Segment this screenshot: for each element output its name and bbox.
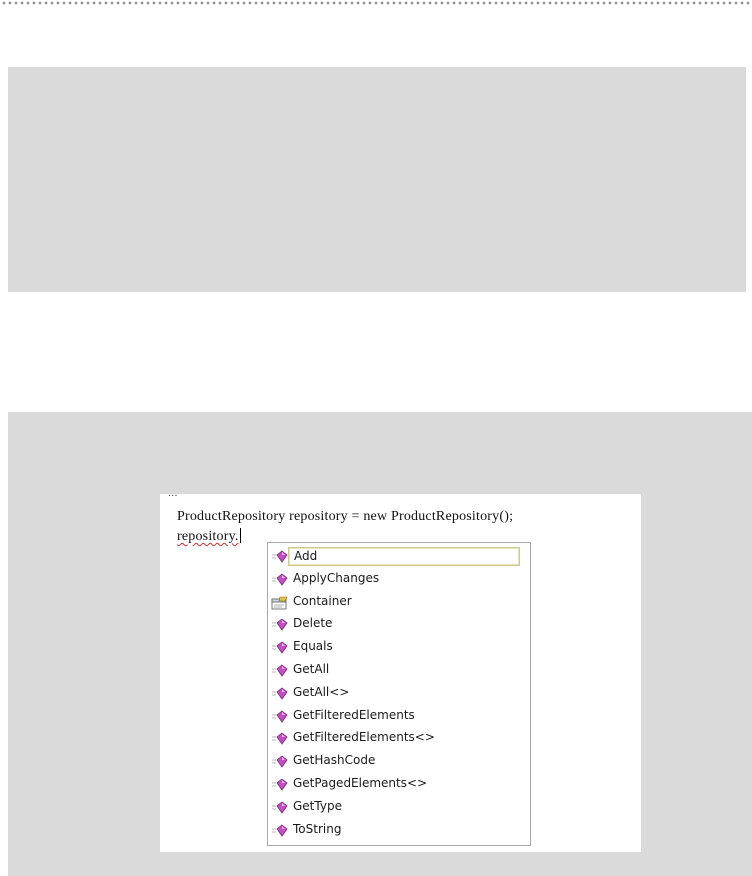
intellisense-item-label: ToString bbox=[293, 821, 342, 836]
intellisense-list[interactable] bbox=[267, 542, 531, 846]
code-line-text: repository. bbox=[177, 529, 239, 544]
intellisense-item-label: GetFilteredElements bbox=[293, 707, 415, 722]
method-icon bbox=[271, 640, 289, 654]
method-icon bbox=[271, 663, 289, 677]
intellisense-item-label: Equals bbox=[293, 639, 333, 654]
intellisense-item-label: Add bbox=[288, 547, 520, 566]
intellisense-item[interactable] bbox=[268, 773, 530, 796]
method-icon bbox=[271, 686, 289, 700]
dotted-divider bbox=[0, 0, 752, 6]
method-icon bbox=[271, 549, 289, 563]
text-caret bbox=[240, 528, 241, 543]
property-icon bbox=[271, 595, 289, 609]
method-icon bbox=[271, 617, 289, 631]
panel-edge bbox=[746, 67, 752, 292]
intellisense-item-label: GetFilteredElements<> bbox=[293, 730, 435, 745]
intellisense-item[interactable] bbox=[268, 796, 530, 819]
intellisense-item[interactable] bbox=[268, 568, 530, 591]
intellisense-item-label: GetHashCode bbox=[293, 753, 376, 768]
method-icon bbox=[271, 731, 289, 745]
method-icon bbox=[271, 754, 289, 768]
editor-screenshot bbox=[160, 488, 641, 852]
intellisense-item[interactable] bbox=[268, 682, 530, 705]
intellisense-item-label: GetType bbox=[293, 798, 342, 813]
intellisense-item[interactable] bbox=[268, 750, 530, 773]
intellisense-item[interactable] bbox=[268, 727, 530, 750]
method-icon bbox=[271, 800, 289, 814]
code-line-member-access[interactable] bbox=[177, 528, 241, 545]
intellisense-item[interactable] bbox=[268, 613, 530, 636]
intellisense-item[interactable] bbox=[268, 705, 530, 728]
intellisense-item-label: ApplyChanges bbox=[293, 570, 380, 585]
ellipsis-marker: ... bbox=[168, 488, 178, 499]
intellisense-item-label: Container bbox=[293, 593, 352, 608]
intellisense-item[interactable] bbox=[268, 636, 530, 659]
intellisense-item[interactable] bbox=[268, 819, 530, 842]
intellisense-item-label: GetPagedElements<> bbox=[293, 775, 428, 790]
method-icon bbox=[271, 823, 289, 837]
code-line-declaration: ProductRepository repository = new ProductRepository(); bbox=[177, 509, 514, 524]
method-icon bbox=[271, 572, 289, 586]
intellisense-item-label: GetAll<> bbox=[293, 684, 350, 699]
intellisense-item[interactable] bbox=[268, 545, 530, 568]
intellisense-item[interactable] bbox=[268, 591, 530, 614]
method-icon bbox=[271, 709, 289, 723]
method-icon bbox=[271, 777, 289, 791]
intellisense-item[interactable] bbox=[268, 659, 530, 682]
empty-code-panel bbox=[8, 67, 746, 292]
intellisense-item-label: GetAll bbox=[293, 661, 330, 676]
intellisense-item-label: Delete bbox=[293, 616, 333, 631]
